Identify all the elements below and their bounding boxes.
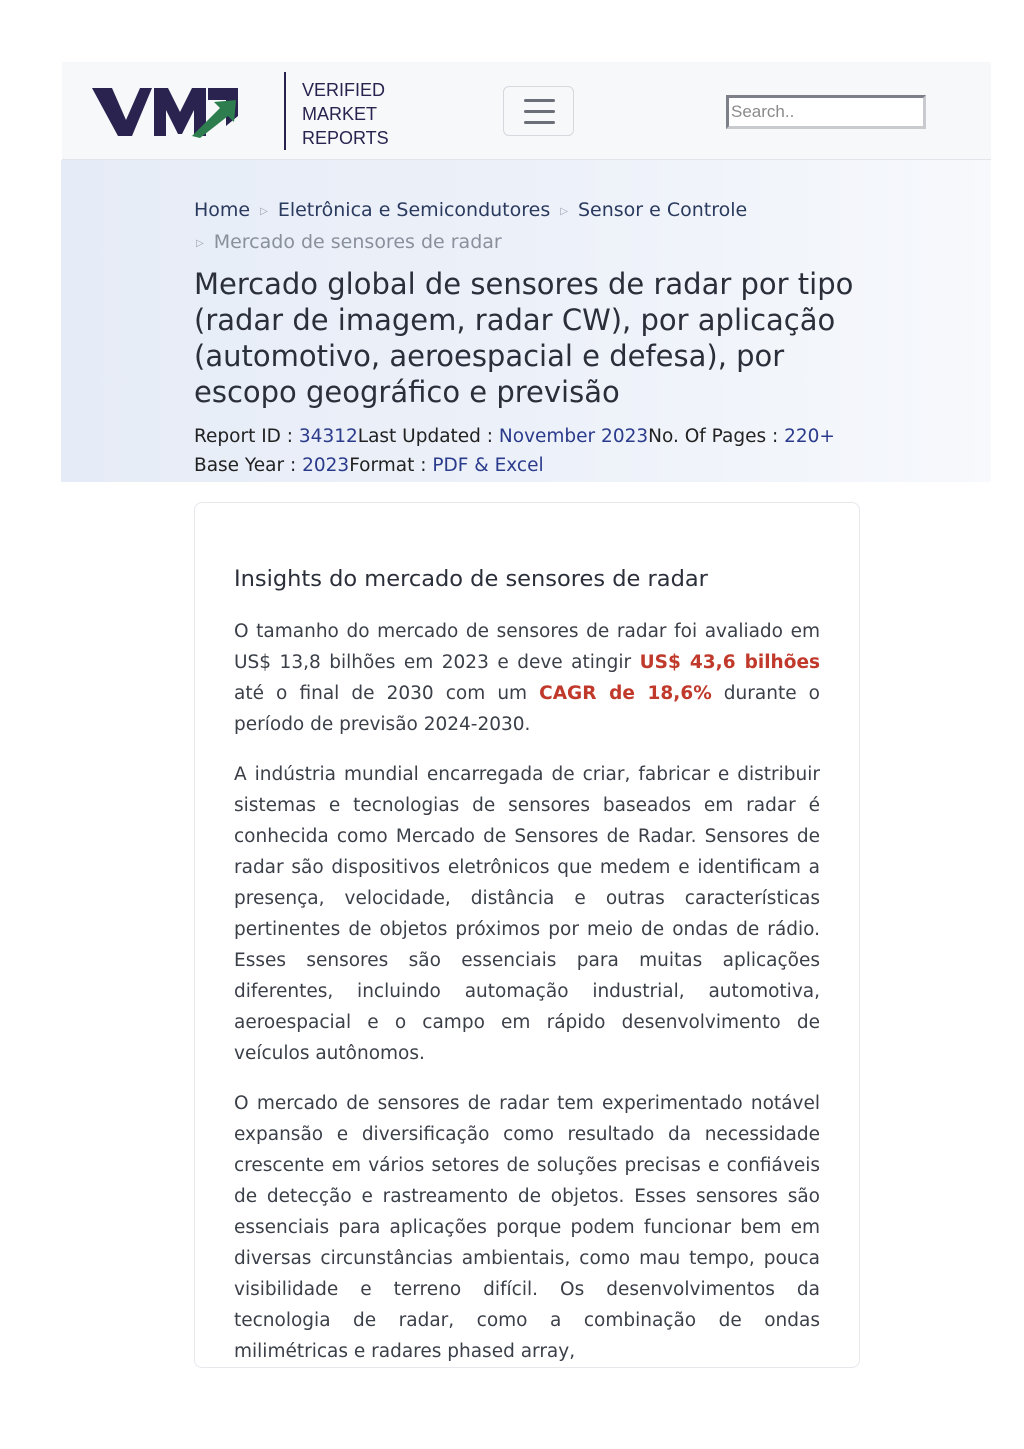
p1-text-c: durante o período de previsão 2024-2030. — [234, 683, 820, 735]
updated-value: November 2023 — [498, 426, 649, 447]
p1-text-a: O tamanho do mercado de sensores de radar foi avaliado em US$ 13,8 bilhões em 2023 e deve atingir — [234, 621, 820, 673]
chevron-right-icon: ▷ — [560, 206, 568, 217]
breadcrumb — [194, 195, 884, 259]
hamburger-icon — [524, 121, 555, 124]
updated-label: Last Updated : — [357, 426, 499, 447]
logo-divider — [284, 72, 286, 150]
logo-wordmark — [302, 78, 389, 150]
logo[interactable] — [92, 72, 389, 152]
chevron-right-icon: ▷ — [196, 238, 204, 249]
search-input[interactable] — [726, 95, 926, 129]
vmr-logo-icon — [92, 86, 242, 138]
report-hero — [61, 160, 991, 482]
report-id-label: Report ID : — [194, 426, 299, 447]
cagr-highlight: CAGR de 18,6% — [539, 683, 712, 704]
breadcrumb-electronics[interactable]: Eletrônica e Semicondutores — [277, 199, 551, 221]
page-title: Mercado global de sensores de radar por tipo (radar de imagem, radar CW), por aplicação (automotivo, aeroespacial e defesa), por escopo geográfico e previsão — [194, 267, 854, 409]
p1-text-b: até o final de 2030 com um — [234, 683, 540, 704]
insights-paragraph-3: O mercado de sensores de radar tem experimentado notável expansão e diversificação como resultado da necessidade crescente em vários setores de soluções precisas e confiáveis de detecção e rastreamento de objetos. Esses sensores são essenciais para aplicações porque podem funcionar bem em diversas circunstâncias ambientais, como mau tempo, pouca visibilidade e terreno difícil. Os desenvolvimentos da tecnologia de radar, como a combinação de ondas milimétricas e radares phased array, — [234, 1093, 820, 1362]
menu-toggle-button[interactable] — [503, 86, 574, 136]
base-year-value: 2023 — [302, 455, 350, 476]
breadcrumb-sensor-control[interactable]: Sensor e Controle — [577, 199, 748, 221]
logo-line-1: VERIFIED — [302, 80, 386, 100]
meta-line-1 — [194, 422, 894, 451]
hamburger-icon — [524, 110, 555, 113]
market-value-highlight: US$ 43,6 bilhões — [639, 652, 820, 673]
report-meta — [194, 422, 894, 480]
meta-line-2 — [194, 451, 894, 480]
site-header — [62, 62, 991, 160]
breadcrumb-current: Mercado de sensores de radar — [213, 231, 502, 253]
pages-value: 220+ — [784, 426, 835, 447]
base-year-label: Base Year : — [194, 455, 303, 476]
pages-label: No. Of Pages : — [648, 426, 785, 447]
report-id-value: 34312 — [298, 426, 358, 447]
breadcrumb-home[interactable]: Home — [194, 199, 251, 221]
insights-paragraph-2: A indústria mundial encarregada de criar, fabricar e distribuir sistemas e tecnologias de sensores baseados em radar é conhecida como Mercado de Sensores de Radar. Sensores de radar são dispositivos eletrônicos que medem e identificam a presença, velocidade, distância e outras características pertinentes de objetos próximos por meio de ondas de rádio. Esses sensores são essenciais para muitas aplicações diferentes, incluindo automação industrial, automotiva, aeroespacial e o campo em rápido desenvolvimento de veículos autônomos. — [234, 764, 820, 1064]
insights-body[interactable] — [234, 616, 820, 1368]
logo-line-3: REPORTS — [302, 128, 389, 148]
hamburger-icon — [524, 99, 555, 102]
format-value: PDF & Excel — [432, 455, 544, 476]
insights-heading: Insights do mercado de sensores de radar — [234, 566, 708, 592]
insights-card — [194, 502, 860, 1368]
format-label: Format : — [349, 455, 433, 476]
chevron-right-icon: ▷ — [260, 206, 268, 217]
insights-paragraph-1 — [234, 616, 820, 740]
logo-line-2: MARKET — [302, 104, 378, 124]
